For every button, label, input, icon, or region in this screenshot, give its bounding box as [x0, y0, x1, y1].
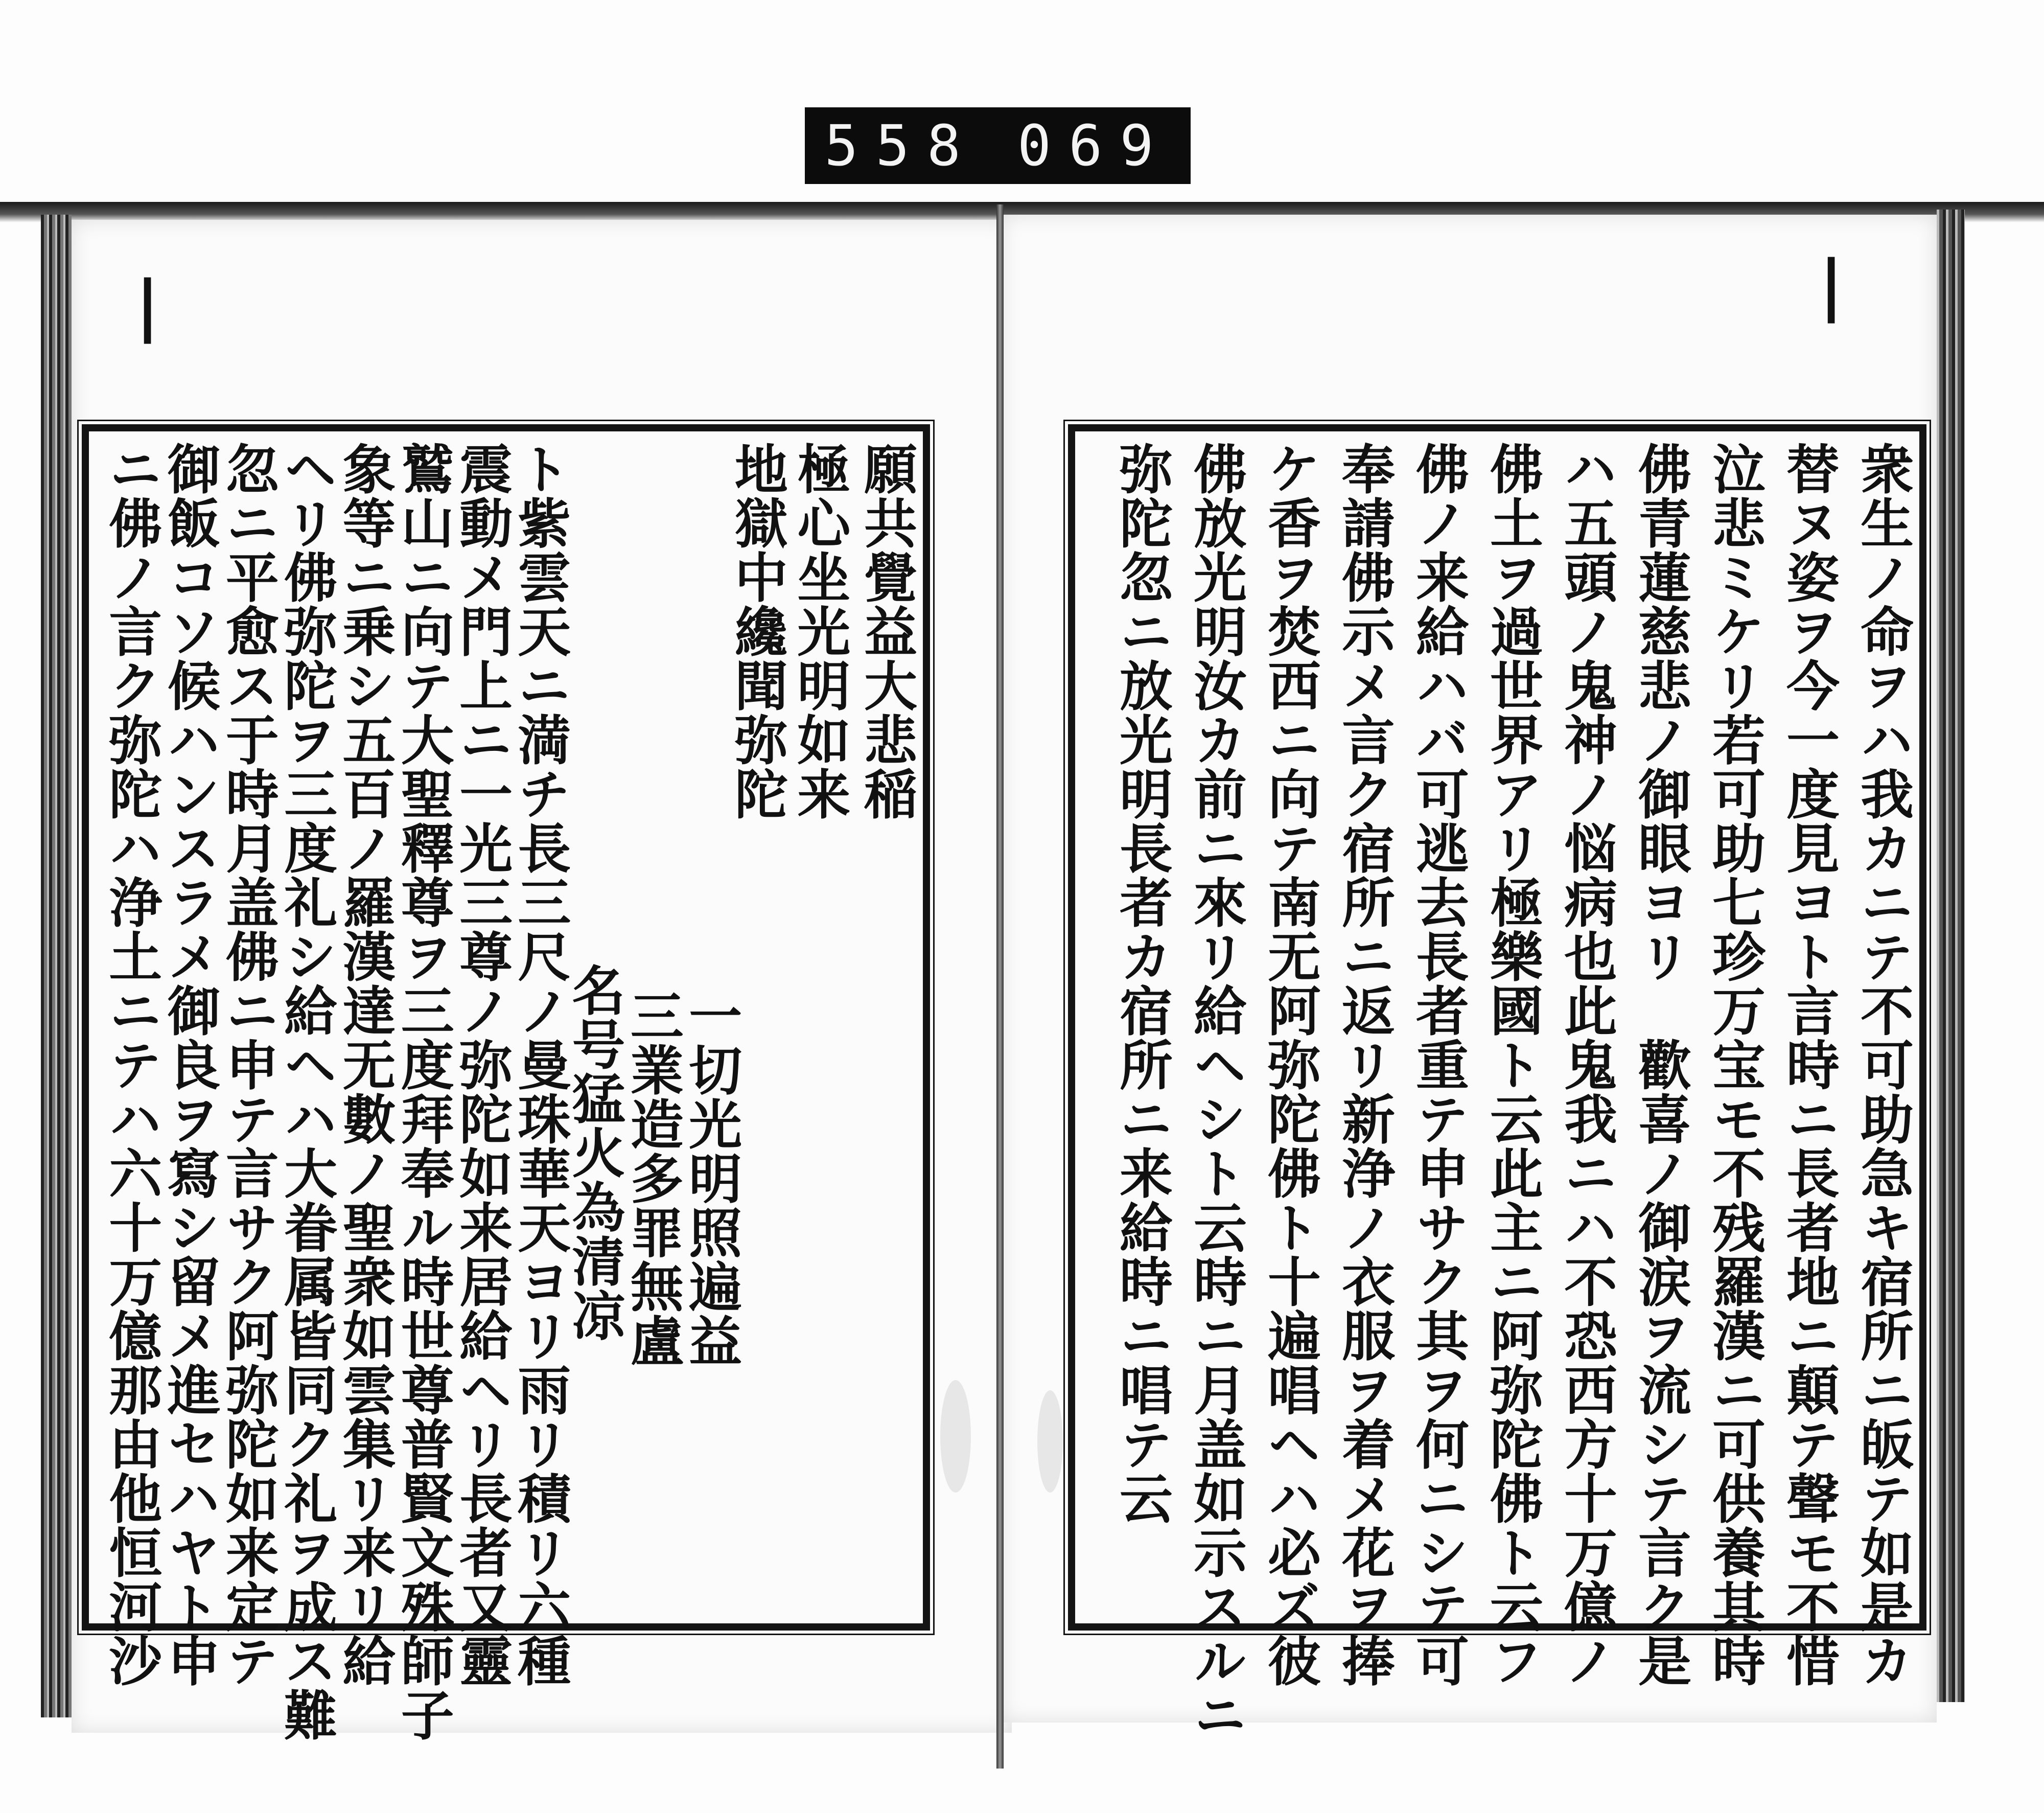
- text-column: 佛放光明汝カ前ニ來リ給ヘシト云時ニ月盖如示スルニ: [1184, 442, 1247, 1742]
- text-column: 奉請佛示メ言ク宿所ニ返リ新浄ノ衣服ヲ着メ花ヲ捧: [1333, 442, 1396, 1688]
- text-column: 佛ノ来給ハバ可逃去長者重テ申サク其ヲ何ニシテ可: [1407, 442, 1470, 1688]
- text-column: ヘリ佛弥陀ヲ三度礼シ給ヘハ大眷属皆同ク礼ヲ成ス難: [275, 442, 338, 1742]
- text-column: 象等ニ乗シ五百ノ羅漢達无數ノ聖衆如雲集リ来リ給: [333, 442, 397, 1688]
- text-column: 弥陀忽ニ放光明長者カ宿所ニ来給時ニ唱テ云: [1110, 442, 1173, 1525]
- text-column: ハ五頭ノ鬼神ノ悩病也此鬼我ニハ不恐西方十万億ノ: [1555, 442, 1618, 1688]
- text-column: 衆生ノ命ヲハ我カニテ不可助急キ宿所ニ皈テ如是カ: [1851, 442, 1914, 1688]
- right-page-stack-edge: [1937, 210, 1965, 1702]
- book-gutter: [996, 204, 1004, 1769]
- left-text-frame: [82, 424, 930, 1742]
- paper-stain: [940, 1380, 971, 1493]
- text-column: 地獄中纔聞弥陀: [725, 442, 788, 821]
- frame-number: 069: [1017, 113, 1171, 178]
- text-column: ト紫雲天ニ満チ長三尺ノ曼珠華天ヨリ雨リ積リ六種: [508, 442, 572, 1688]
- text-column: 名号猛火為清凉: [563, 963, 626, 1342]
- text-column: 一切光明照遍益: [680, 989, 743, 1368]
- film-frame-label: [805, 107, 1191, 184]
- text-column: 震動メ門上ニ一光三尊ノ弥陀如来居給ヘリ長者又靈: [450, 442, 514, 1688]
- left-margin-mark: |: [135, 266, 160, 344]
- text-column: 佛土ヲ過世界アリ極樂國ト云此主ニ阿弥陀佛ト云フ: [1481, 442, 1544, 1688]
- text-column: 鷲山ニ向テ大聖釋尊ヲ三度拜奉ル時世尊普賢文殊師子: [391, 442, 455, 1742]
- left-text-columns: [99, 442, 918, 1742]
- text-column: 佛青蓮慈悲ノ御眼ヨリ 歡喜ノ御涙ヲ流シテ言ク是: [1629, 442, 1692, 1688]
- reel-number: 558: [824, 113, 979, 178]
- right-text-frame: [1068, 424, 1926, 1742]
- right-margin-mark: |: [1819, 245, 1844, 324]
- text-column: 極心坐光明如来: [788, 442, 851, 821]
- text-column: 泣悲ミケリ若可助七珍万宝モ不残羅漢ニ可供養其時: [1703, 442, 1766, 1688]
- text-column: 忽ニ平愈ス于時月盖佛ニ申テ言サク阿弥陀如来定テ: [216, 442, 280, 1688]
- text-column: 願共覺益大悲稲: [855, 442, 918, 821]
- left-page-stack-edge: [41, 215, 72, 1717]
- text-column: 三業造多罪無盧: [621, 989, 684, 1368]
- paper-stain: [1037, 1390, 1063, 1493]
- text-column: 替ヌ姿ヲ今一度見ヨト言時ニ長者地ニ顛テ聲モ不惜: [1777, 442, 1840, 1688]
- right-text-columns: [1085, 442, 1914, 1742]
- text-column: ケ香ヲ焚西ニ向テ南无阿弥陀佛ト十遍唱ヘハ必ズ彼: [1259, 442, 1321, 1688]
- text-column: ニ佛ノ言ク弥陀ハ浄土ニテハ六十万億那由他恒河沙: [100, 442, 163, 1688]
- text-column: 御飯コソ候ハンスラメ御良ヲ寫シ留メ進セハヤト申: [158, 442, 221, 1688]
